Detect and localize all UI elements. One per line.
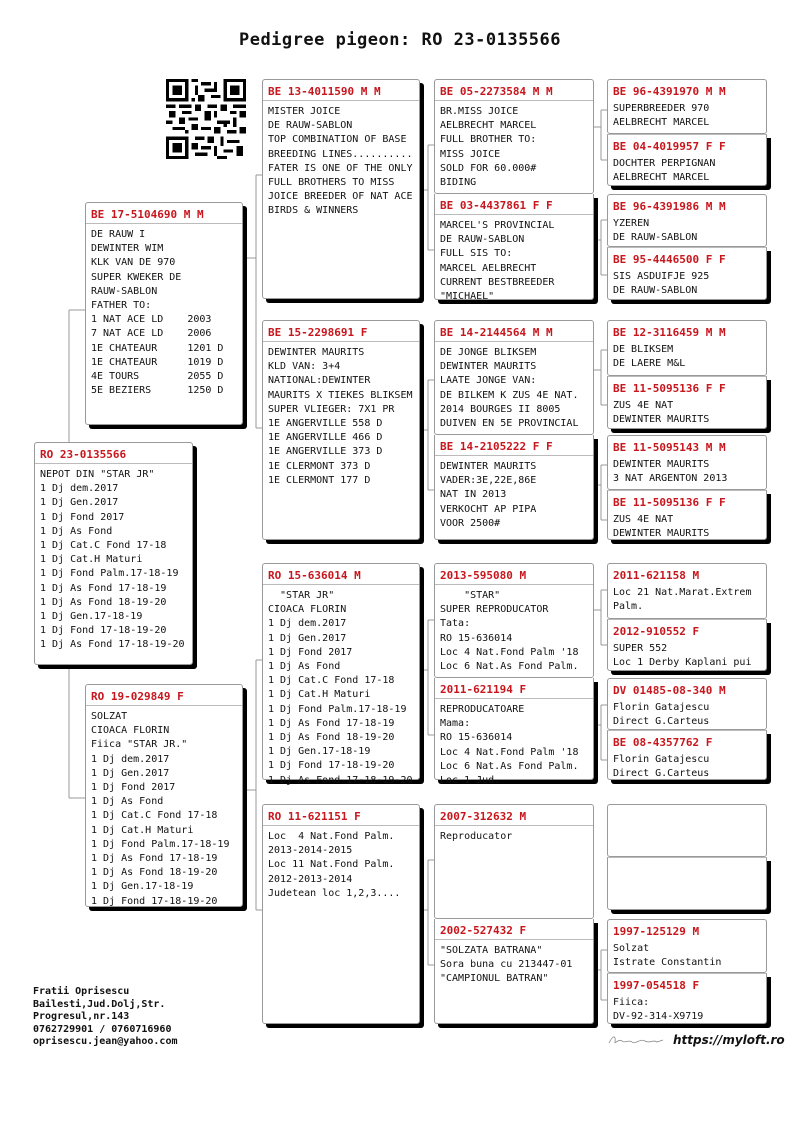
ring-number: 2002-527432 F — [440, 924, 527, 937]
pigeon-description: YZEREN DE RAUW-SABLON — [613, 218, 698, 244]
ring-number: BE 11-5095136 F F — [613, 496, 726, 509]
ring-number: BE 04-4019957 F F — [613, 140, 726, 153]
pigeon-card-sds — [434, 320, 594, 435]
pigeon-card-g7 — [607, 435, 767, 490]
pigeon-card-g13-empty — [607, 804, 767, 857]
pigeon-card-ssd — [434, 194, 594, 303]
pigeon-card-g4 — [607, 247, 767, 300]
pigeon-description: Florin Gatajescu Direct G.Carteus — [613, 754, 710, 780]
ring-number: 2013-595080 M — [440, 569, 527, 582]
pigeon-card-ddd — [434, 919, 594, 1024]
ring-number: BE 12-3116459 M M — [613, 326, 726, 339]
signature-icon — [607, 1033, 665, 1047]
ring-number: RO 19-029849 F — [91, 690, 184, 703]
pigeon-description: MARCEL'S PROVINCIAL DE RAUW-SABLON FULL SIS TO: MARCEL AELBRECHT CURRENT BESTBREEDER "MICHAEL" — [440, 220, 555, 303]
pigeon-description: DE RAUW I DEWINTER WIM KLK VAN DE 970 SUPER KWEKER DE RAUW-SABLON FATHER TO: 1 NAT ACE LD 2003 7 NAT ACE LD 2006 1E CHATEAUR 1201 D 1E CHATEAUR 1019 D 4E TOURS 2055 D 5E BEZIERS 1250 D — [91, 229, 224, 397]
pigeon-card-g2 — [607, 134, 767, 186]
breeder-contact: Fratii Oprisescu Bailesti,Jud.Dolj,Str. Progresul,nr.143 0762729901 / 0760716960 oprisescu.jean@yahoo.com — [33, 986, 178, 1048]
pigeon-description: DEWINTER MAURITS VADER:3E,22E,86E NAT IN 2013 VERKOCHT AP PIPA VOOR 2500# — [440, 461, 537, 529]
ring-number: 1997-054518 F — [613, 979, 700, 992]
pigeon-card-g15 — [607, 919, 767, 973]
pigeon-description: Loc 21 Nat.Marat.Extrem Palm. — [613, 587, 752, 613]
pigeon-description: DEWINTER MAURITS 3 NAT ARGENTON 2013 — [613, 459, 728, 485]
pigeon-description: SUPER 552 Loc 1 Derby Kaplani pui — [613, 643, 752, 669]
ring-number: 1997-125129 M — [613, 925, 700, 938]
ring-number: RO 15-636014 M — [268, 569, 361, 582]
pigeon-description: ZUS 4E NAT DEWINTER MAURITS — [613, 514, 710, 540]
pigeon-card-g9 — [607, 563, 767, 619]
pigeon-card-dss — [434, 563, 594, 678]
pigeon-card-g8 — [607, 490, 767, 540]
pigeon-card-g1 — [607, 79, 767, 134]
ring-number: RO 11-621151 F — [268, 810, 361, 823]
pigeon-description: DE JONGE BLIKSEM DEWINTER MAURITS LAATE JONGE VAN: DE BILKEM K ZUS 4E NAT. 2014 BOURGES II 8005 DUIVEN EN 5E PROVINCIAL — [440, 347, 579, 430]
pigeon-description: NEPOT DIN "STAR JR" 1 Dj dem.2017 1 Dj Gen.2017 1 Dj Fond 2017 1 Dj As Fond 1 Dj Cat.C Fond 17-18 1 Dj Cat.H Maturi 1 Dj Fond Palm.17-18-19 1 Dj As Fond 17-18-19 1 Dj As Fond 18-19-20 1 Dj Gen.17-18-19 1 Dj Fond 17-18-19-20 1 Dj As Fond 17-18-19-20 — [40, 469, 185, 651]
pigeon-card-dds — [434, 804, 594, 919]
pigeon-description: ZUS 4E NAT DEWINTER MAURITS — [613, 400, 710, 426]
pigeon-card-g5 — [607, 320, 767, 376]
page-title: Pedigree pigeon: RO 23-0135566 — [238, 30, 562, 50]
ring-number: BE 95-4446500 F F — [613, 253, 726, 266]
pigeon-card-g12 — [607, 730, 767, 780]
ring-number: BE 11-5095136 F F — [613, 382, 726, 395]
pigeon-card-sire-dam — [262, 320, 420, 540]
pigeon-card-sire-sire — [262, 79, 420, 299]
pigeon-card-sss — [434, 79, 594, 194]
ring-number: BE 96-4391986 M M — [613, 200, 726, 213]
website-link[interactable]: https://myloft.ro — [673, 1033, 785, 1047]
ring-number: BE 17-5104690 M M — [91, 208, 204, 221]
ring-number: BE 08-4357762 F — [613, 736, 713, 749]
ring-number: 2012-910552 F — [613, 625, 700, 638]
pigeon-description: SOLZAT CIOACA FLORIN Fiica "STAR JR." 1 Dj dem.2017 1 Dj Gen.2017 1 Dj Fond 2017 1 Dj As Fond 1 Dj Cat.C Fond 17-18 1 Dj Cat.H Maturi 1 Dj Fond Palm.17-18-19 1 Dj As Fond 17-18-19 1 Dj As Fond 18-19-20 1 Dj Gen.17-18-19 1 Dj Fond 17-18-19-20 — [91, 711, 230, 907]
pigeon-description: "STAR JR" CIOACA FLORIN 1 Dj dem.2017 1 Dj Gen.2017 1 Dj Fond 2017 1 Dj As Fond 1 Dj Cat.C Fond 17-18 1 Dj Cat.H Maturi 1 Dj Fond Palm.17-18-19 1 Dj As Fond 17-18-19 1 Dj As Fond 18-19-20 1 Dj Gen.17-18-19 1 Dj Fond 17-18-19-20 1 Dj As Fond 17-18-19-20 — [268, 590, 413, 786]
ring-number: 2007-312632 M — [440, 810, 527, 823]
pigeon-description: "STAR" SUPER REPRODUCATOR Tata: RO 15-636014 Loc 4 Nat.Fond Palm '18 Loc 6 Nat.As Fond Palm. — [440, 590, 579, 673]
pigeon-card-dam-sire — [262, 563, 420, 786]
pigeon-description: BR.MISS JOICE AELBRECHT MARCEL FULL BROTHER TO: MISS JOICE SOLD FOR 60.000# BIDING — [440, 106, 537, 189]
pigeon-description: SUPERBREEDER 970 AELBRECHT MARCEL — [613, 103, 710, 129]
ring-number: DV 01485-08-340 M — [613, 684, 726, 697]
pigeon-description: REPRODUCATOARE Mama: RO 15-636014 Loc 4 Nat.Fond Palm '18 Loc 6 Nat.As Fond Palm. Loc 1 Jud. — [440, 704, 579, 787]
ring-number: BE 13-4011590 M M — [268, 85, 381, 98]
pigeon-description: DEWINTER MAURITS KLD VAN: 3+4 NATIONAL:DEWINTER MAURITS X TIEKES BLIKSEM SUPER VLIEGER: 7X1 PR 1E ANGERVILLE 558 D 1E ANGERVILLE 466 D 1E ANGERVILLE 373 D 1E CLERMONT 373 D 1E CLERMONT 177 D — [268, 347, 413, 486]
pigeon-card-dam-dam — [262, 804, 420, 1024]
ring-number: RO 23-0135566 — [40, 448, 127, 461]
pigeon-card-sire — [85, 202, 243, 425]
ring-number: BE 03-4437861 F F — [440, 199, 553, 212]
pigeon-description: DE BLIKSEM DE LAERE M&L — [613, 344, 686, 370]
pigeon-card-g10 — [607, 619, 767, 671]
pigeon-description: Florin Gatajescu Direct G.Carteus — [613, 702, 710, 728]
pigeon-card-sdd — [434, 435, 594, 540]
pigeon-card-main — [34, 442, 193, 665]
pigeon-card-dam — [85, 684, 243, 907]
ring-number: BE 11-5095143 M M — [613, 441, 726, 454]
ring-number: BE 14-2144564 M M — [440, 326, 553, 339]
ring-number: 2011-621194 F — [440, 683, 527, 696]
pigeon-card-dsd — [434, 678, 594, 787]
ring-number: 2011-621158 M — [613, 569, 700, 582]
ring-number: BE 05-2273584 M M — [440, 85, 553, 98]
ring-number: BE 14-2105222 F F — [440, 440, 553, 453]
pigeon-description: Loc 4 Nat.Fond Palm. 2013-2014-2015 Loc 11 Nat.Fond Palm. 2012-2013-2014 Judetean loc 1,2,3.... — [268, 831, 401, 899]
pigeon-description: DOCHTER PERPIGNAN AELBRECHT MARCEL — [613, 158, 716, 184]
pigeon-description: Reproducator — [440, 831, 513, 842]
pigeon-card-g14-empty — [607, 857, 767, 910]
pigeon-description: SIS ASDUIFJE 925 DE RAUW-SABLON — [613, 271, 710, 297]
ring-number: BE 15-2298691 F — [268, 326, 368, 339]
pigeon-card-g16 — [607, 973, 767, 1024]
pigeon-description: "SOLZATA BATRANA" Sora buna cu 213447-01 "CAMPIONUL BATRAN" — [440, 945, 573, 985]
pigeon-card-g3 — [607, 194, 767, 247]
pigeon-description: Fiica: DV-92-314-X9719 — [613, 997, 704, 1023]
pigeon-description: Solzat Istrate Constantin — [613, 943, 722, 969]
ring-number: BE 96-4391970 M M — [613, 85, 726, 98]
pigeon-card-g11 — [607, 678, 767, 730]
pigeon-card-g6 — [607, 376, 767, 429]
pigeon-description: MISTER JOICE DE RAUW-SABLON TOP COMBINATION OF BASE BREEDING LINES.......... FATER IS ONE OF THE ONLY FULL BROTHERS TO MISS JOICE BREEDER OF NAT ACE BIRDS & WINNERS — [268, 106, 413, 217]
